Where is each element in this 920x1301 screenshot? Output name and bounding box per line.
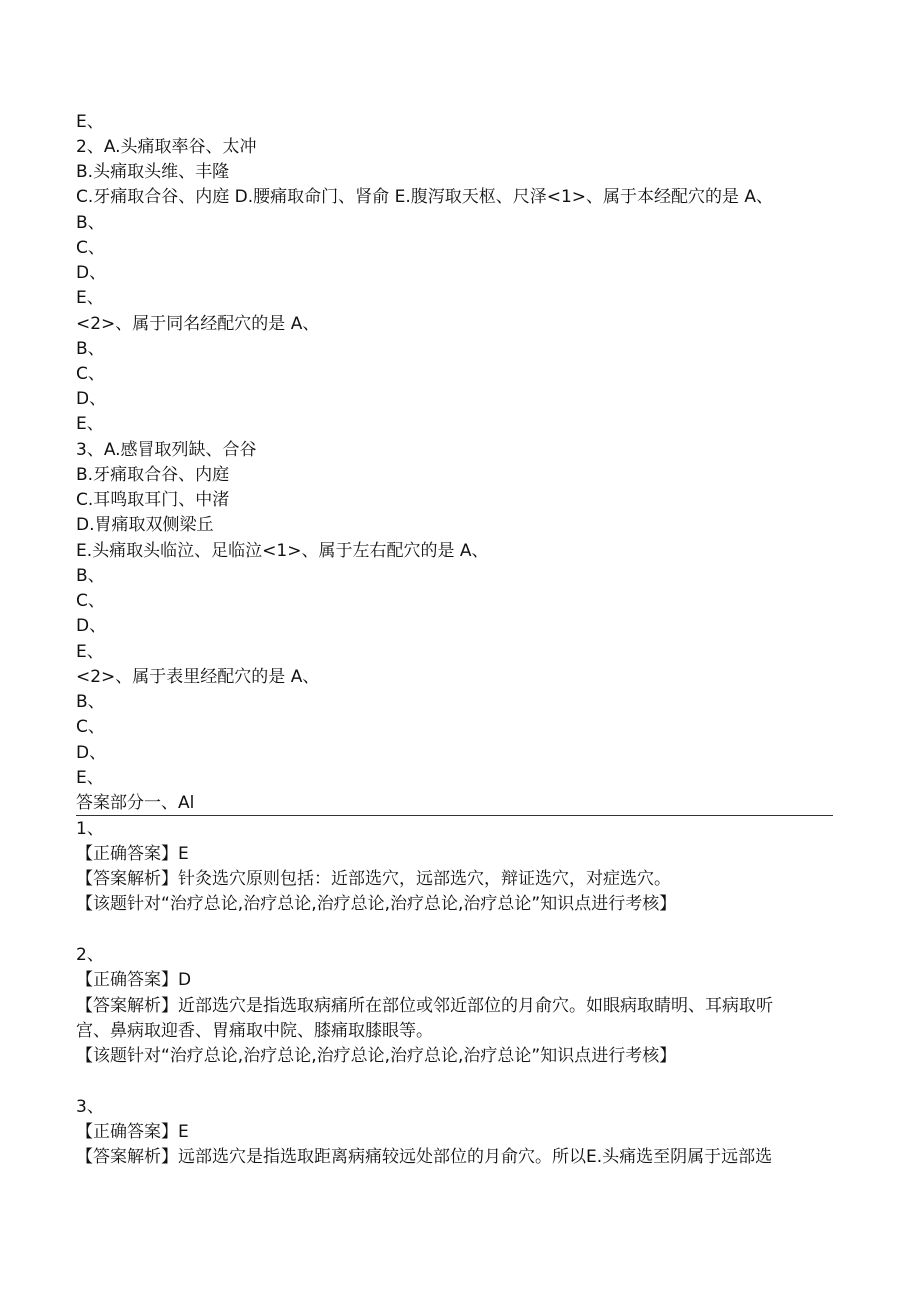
section-divider bbox=[76, 815, 833, 816]
question-2-option-b: B.头痛取头维、丰隆 bbox=[76, 162, 230, 182]
option-line: D、 bbox=[76, 263, 107, 283]
question-3-option-e: E.头痛取头临泣、足临泣<1>、属于左右配穴的是 A、 bbox=[76, 541, 489, 561]
question-3-option-d: D.胃痛取双侧梁丘 bbox=[76, 515, 214, 535]
option-line: E、 bbox=[76, 288, 104, 308]
sub-question: <2>、属于表里经配穴的是 A、 bbox=[76, 667, 320, 687]
question-3-option-b: B.牙痛取合谷、内庭 bbox=[76, 465, 230, 485]
option-line: C、 bbox=[76, 238, 105, 258]
answer-section-heading: 答案部分一、Al bbox=[76, 793, 195, 813]
answer-1-note: 【该题针对“治疗总论,治疗总论,治疗总论,治疗总论,治疗总论”知识点进行考核】 bbox=[76, 894, 677, 914]
answer-1-number: 1、 bbox=[76, 819, 104, 839]
question-2-options-cde: C.牙痛取合谷、内庭 D.腰痛取命门、肾俞 E.腹泻取天枢、尺泽<1>、属于本经配穴的是 A、 bbox=[76, 187, 774, 207]
option-line: D、 bbox=[76, 616, 107, 636]
answer-1-analysis: 【答案解析】针灸选穴原则包括：近部选穴，远部选穴，辩证选穴，对症选穴。 bbox=[76, 869, 671, 889]
option-line: B、 bbox=[76, 213, 105, 233]
option-line: D、 bbox=[76, 389, 107, 409]
option-line: C、 bbox=[76, 364, 105, 384]
question-3-option-a: 3、A.感冒取列缺、合谷 bbox=[76, 440, 257, 460]
sub-question: <2>、属于同名经配穴的是 A、 bbox=[76, 314, 320, 334]
option-line: E、 bbox=[76, 642, 104, 662]
option-line: C、 bbox=[76, 591, 105, 611]
answer-2-correct: 【正确答案】D bbox=[76, 970, 192, 990]
option-line: B、 bbox=[76, 339, 105, 359]
answer-2-analysis-line1: 【答案解析】近部选穴是指选取病痛所在部位或邻近部位的月俞穴。如眼病取睛明、耳病取听 bbox=[76, 996, 773, 1016]
question-3-option-c: C.耳鸣取耳门、中渚 bbox=[76, 490, 230, 510]
answer-3-number: 3、 bbox=[76, 1097, 104, 1117]
option-line: E、 bbox=[76, 768, 104, 788]
answer-3-analysis: 【答案解析】远部选穴是指选取距离病痛较远处部位的月俞穴。所以E.头痛选至阴属于远部选 bbox=[76, 1147, 773, 1167]
answer-1-correct: 【正确答案】E bbox=[76, 844, 189, 864]
answer-2-note: 【该题针对“治疗总论,治疗总论,治疗总论,治疗总论,治疗总论”知识点进行考核】 bbox=[76, 1046, 677, 1066]
question-2-option-a: 2、A.头痛取率谷、太冲 bbox=[76, 137, 257, 157]
answer-2-number: 2、 bbox=[76, 945, 104, 965]
answer-3-correct: 【正确答案】E bbox=[76, 1122, 189, 1142]
option-line: C、 bbox=[76, 717, 105, 737]
option-line: D、 bbox=[76, 743, 107, 763]
option-line: B、 bbox=[76, 566, 105, 586]
option-line: B、 bbox=[76, 692, 105, 712]
option-line: E、 bbox=[76, 414, 104, 434]
option-line: E、 bbox=[76, 112, 104, 132]
answer-2-analysis-line2: 宫、鼻病取迎香、胃痛取中院、膝痛取膝眼等。 bbox=[76, 1021, 433, 1041]
